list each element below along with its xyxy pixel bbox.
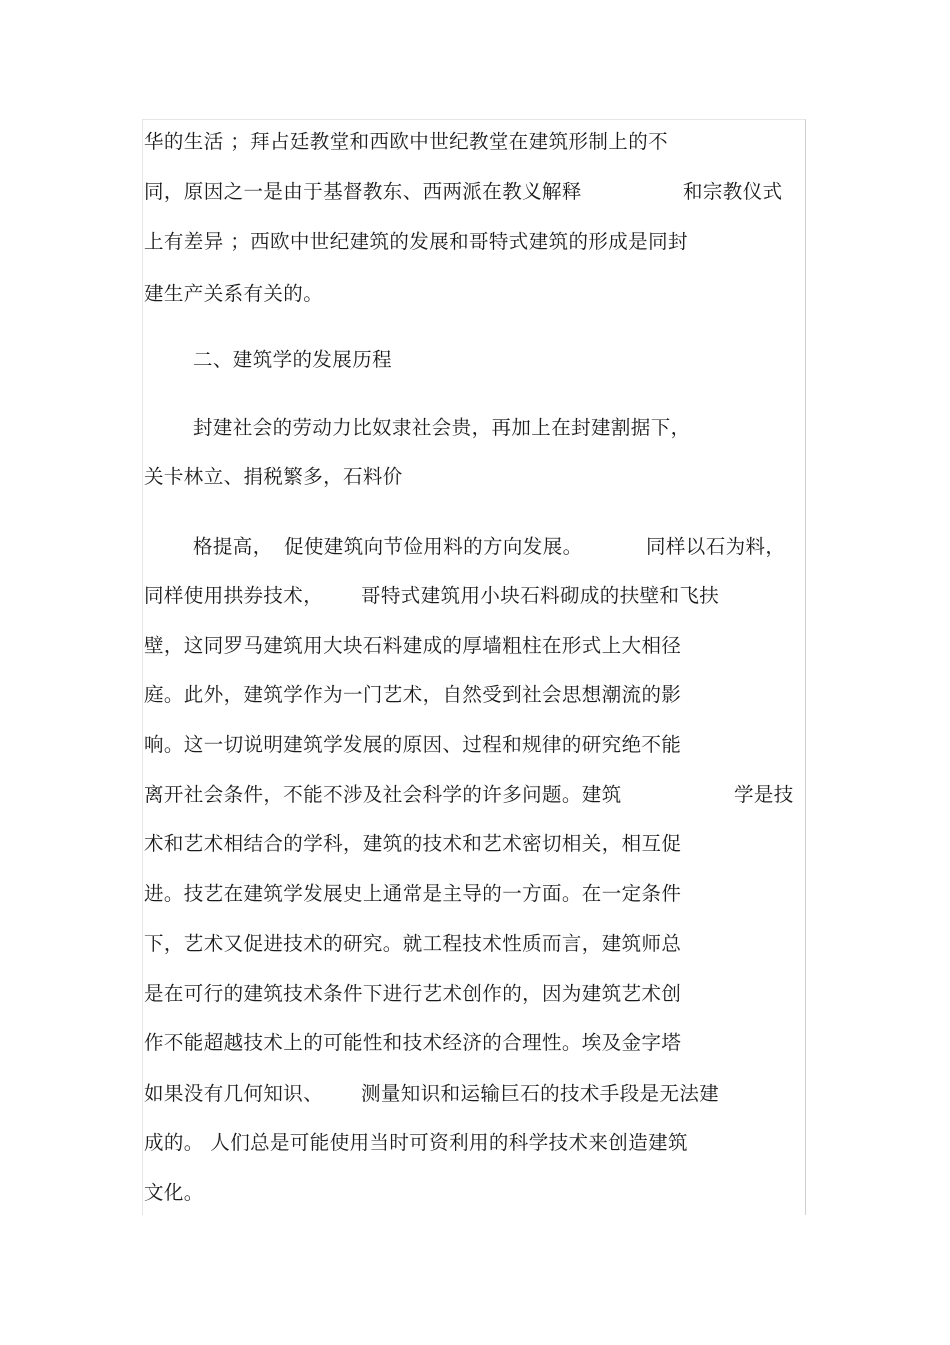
text-line: 文化。 — [144, 1181, 204, 1204]
text-line: 进。技艺在建筑学发展史上通常是主导的一方面。在一定条件 — [144, 882, 682, 905]
section-heading: 二、建筑学的发展历程 — [193, 348, 393, 371]
text-line: 离开社会条件，不能不涉及社会科学的许多问题。建筑 — [144, 783, 622, 806]
text-line: 上有差异 ；西欧中世纪建筑的发展和哥特式建筑的形成是同封 — [144, 230, 688, 253]
text-line: 促使建筑向节俭用料的方向发展。 — [284, 535, 583, 558]
text-line: 哥特式建筑用小块石料砌成的扶壁和飞扶 — [361, 584, 720, 607]
text-line: 和宗教仪式 — [683, 180, 783, 203]
text-line: 成的。 人们总是可能使用当时可资利用的科学技术来创造建筑 — [144, 1131, 688, 1154]
text-line: 建生产关系有关的。 — [144, 282, 324, 305]
text-line: 响。这一切说明建筑学发展的原因、过程和规律的研究绝不能 — [144, 733, 682, 756]
text-line: 作不能超越技术上的可能性和技术经济的合理性。埃及金字塔 — [144, 1031, 682, 1054]
text-line: 下，艺术又促进技术的研究。就工程技术性质而言，建筑师总 — [144, 932, 682, 955]
text-line: 同样使用拱券技术， — [144, 584, 324, 607]
text-line: 封建社会的劳动力比奴隶社会贵，再加上在封建割据下， — [193, 416, 691, 439]
text-line: 学是技 — [734, 783, 794, 806]
text-line: 同，原因之一是由于基督教东、西两派在教义解释 — [144, 180, 582, 203]
text-line: 华的生活 ；拜占廷教堂和西欧中世纪教堂在建筑形制上的不 — [144, 130, 668, 153]
text-line: 格提高， — [193, 535, 273, 558]
text-line: 如果没有几何知识、 — [144, 1082, 324, 1105]
text-line: 庭。此外，建筑学作为一门艺术，自然受到社会思想潮流的影 — [144, 683, 682, 706]
text-line: 关卡林立、捐税繁多，石料价 — [144, 465, 403, 488]
text-line: 是在可行的建筑技术条件下进行艺术创作的，因为建筑艺术创 — [144, 982, 682, 1005]
text-line: 同样以石为料， — [646, 535, 786, 558]
text-line: 壁，这同罗马建筑用大块石料建成的厚墙粗柱在形式上大相径 — [144, 634, 682, 657]
text-line: 测量知识和运输巨石的技术手段是无法建 — [361, 1082, 720, 1105]
text-line: 术和艺术相结合的学科，建筑的技术和艺术密切相关，相互促 — [144, 832, 682, 855]
